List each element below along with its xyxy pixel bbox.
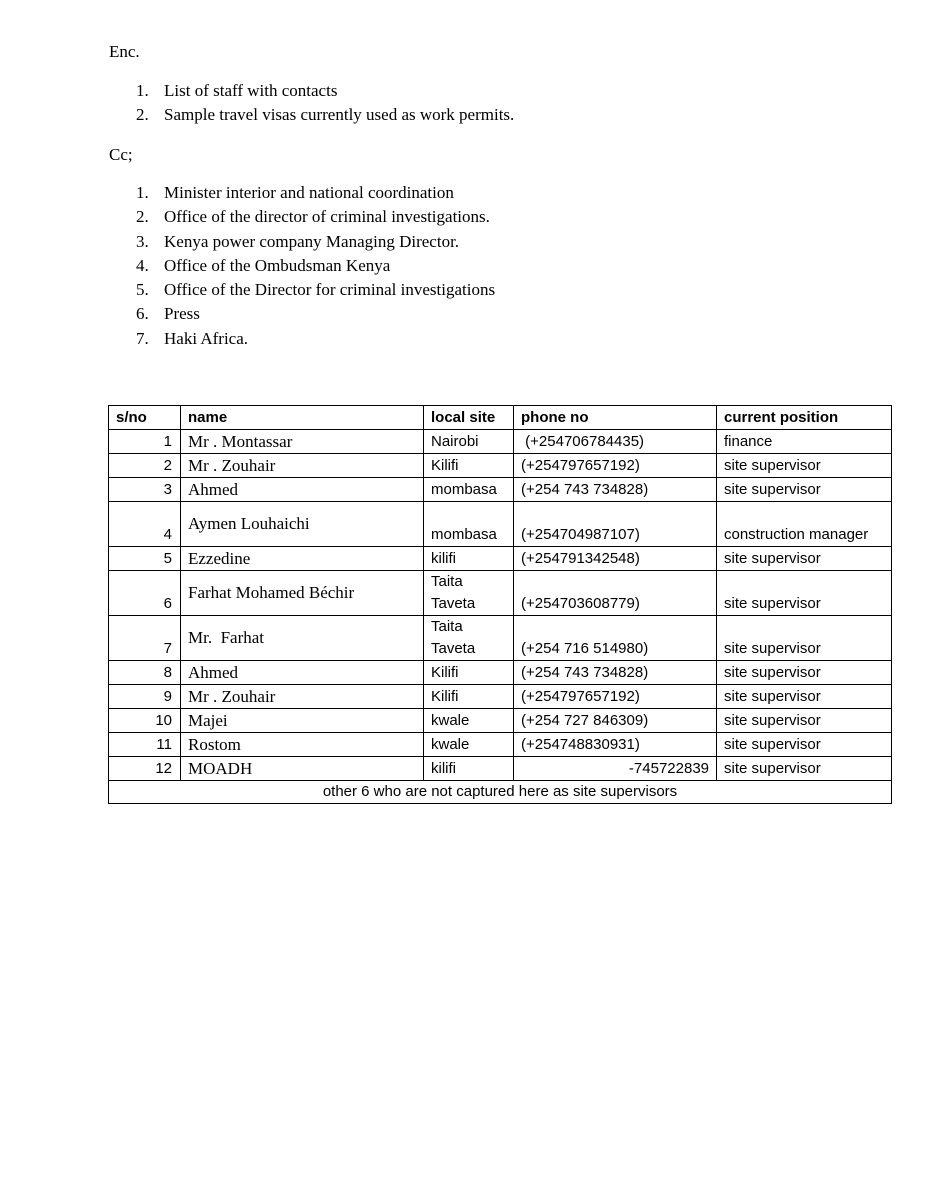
list-number: 2.: [136, 105, 149, 125]
table-row: [109, 478, 892, 502]
cell-phone: (+254797657192): [514, 685, 717, 709]
cell-position: site supervisor: [717, 547, 892, 571]
cc-label: Cc;: [109, 145, 133, 164]
cell-sno: 1: [109, 430, 181, 454]
cell-name: Mr . Zouhair: [181, 685, 424, 709]
cell-sno: 2: [109, 454, 181, 478]
list-text: Minister interior and national coordination: [164, 183, 454, 202]
cell-position: site supervisor: [717, 733, 892, 757]
cell-sno: 12: [109, 757, 181, 781]
list-item: [136, 278, 495, 302]
cell-position: site supervisor: [717, 571, 892, 616]
list-number: 4.: [136, 255, 149, 275]
cell-phone: (+254791342548): [514, 547, 717, 571]
table-row: [109, 757, 892, 781]
header-sno: s/no: [109, 406, 181, 430]
cell-site: Kilifi: [424, 685, 514, 709]
list-text: Press: [164, 304, 200, 324]
list-item: [136, 181, 495, 205]
cell-name: Majei: [181, 709, 424, 733]
cell-name: Aymen Louhaichi: [181, 502, 424, 547]
cell-name: Ahmed: [181, 661, 424, 685]
cell-site: kwale: [424, 709, 514, 733]
table-row: [109, 547, 892, 571]
cell-name: Mr . Montassar: [181, 430, 424, 454]
table-row: [109, 661, 892, 685]
table-row: [109, 709, 892, 733]
table-row: [109, 616, 892, 661]
table-row: [109, 685, 892, 709]
cell-phone: (+254 743 734828): [514, 661, 717, 685]
cell-phone: (+254704987107): [514, 502, 717, 547]
cell-sno: 3: [109, 478, 181, 502]
list-item: [136, 103, 514, 127]
table-footer-note: other 6 who are not captured here as site supervisors: [109, 781, 892, 804]
table-footer-row: [109, 781, 892, 804]
list-text: Sample travel visas currently used as work permits.: [164, 105, 515, 125]
cell-phone: (+254 727 846309): [514, 709, 717, 733]
table-row: [109, 733, 892, 757]
cell-position: construction manager: [717, 502, 892, 547]
cell-site: Kilifi: [424, 661, 514, 685]
cell-site: Nairobi: [424, 430, 514, 454]
list-text: Office of the Director for criminal investigations: [164, 280, 496, 300]
list-number: 5.: [136, 280, 149, 300]
cell-phone: -745722839: [514, 757, 717, 781]
cell-position: site supervisor: [717, 685, 892, 709]
cell-site: kilifi: [424, 547, 514, 571]
cell-phone: (+254748830931): [514, 733, 717, 757]
cell-name: MOADH: [181, 757, 424, 781]
cell-sno: 11: [109, 733, 181, 757]
enclosures-label: Enc.: [109, 42, 140, 61]
cell-name: Farhat Mohamed Béchir: [181, 571, 424, 616]
cell-position: site supervisor: [717, 709, 892, 733]
cell-site: mombasa: [424, 478, 514, 502]
cell-position: site supervisor: [717, 616, 892, 661]
cell-position: site supervisor: [717, 757, 892, 781]
cell-sno: 9: [109, 685, 181, 709]
header-local-site: local site: [424, 406, 514, 430]
list-text: Kenya power company Managing Director.: [164, 231, 460, 251]
header-name: name: [181, 406, 424, 430]
list-text: Office of the director of criminal investigations.: [164, 207, 490, 227]
list-number: 7.: [136, 328, 149, 348]
header-position: current position: [717, 406, 892, 430]
cell-name: Ezzedine: [181, 547, 424, 571]
cell-phone: (+254 743 734828): [514, 478, 717, 502]
list-item: [136, 230, 495, 254]
list-item: [136, 302, 495, 326]
cell-site: kwale: [424, 733, 514, 757]
cell-sno: 6: [109, 571, 181, 616]
cell-sno: 8: [109, 661, 181, 685]
list-item: [136, 327, 495, 351]
cell-position: site supervisor: [717, 478, 892, 502]
cell-site: Kilifi: [424, 454, 514, 478]
cell-site: mombasa: [424, 502, 514, 547]
cell-phone: (+254797657192): [514, 454, 717, 478]
cell-name: Ahmed: [181, 478, 424, 502]
cell-phone: (+254706784435): [514, 430, 717, 454]
cell-position: site supervisor: [717, 661, 892, 685]
list-number: 6.: [136, 304, 149, 324]
cell-sno: 4: [109, 502, 181, 547]
list-text: List of staff with contacts: [164, 81, 338, 100]
cell-sno: 7: [109, 616, 181, 661]
cell-site: Taita Taveta: [424, 616, 514, 661]
list-number: 1.: [136, 183, 149, 202]
table-header-row: [109, 406, 892, 430]
cell-sno: 5: [109, 547, 181, 571]
cc-list: [136, 181, 495, 351]
cell-name: Rostom: [181, 733, 424, 757]
cell-site: kilifi: [424, 757, 514, 781]
list-text: Haki Africa.: [164, 328, 249, 348]
table-row: [109, 502, 892, 547]
cell-phone: (+254 716 514980): [514, 616, 717, 661]
list-number: 3.: [136, 231, 149, 251]
list-text: Office of the Ombudsman Kenya: [164, 255, 391, 275]
cell-phone: (+254703608779): [514, 571, 717, 616]
cell-name: Mr . Zouhair: [181, 454, 424, 478]
cell-name: Mr. Farhat: [181, 616, 424, 661]
table-row: [109, 430, 892, 454]
list-item: [136, 79, 514, 103]
cell-site: Taita Taveta: [424, 571, 514, 616]
list-item: [136, 205, 495, 229]
enclosures-list: [136, 79, 514, 128]
list-number: 2.: [136, 207, 149, 227]
staff-contacts-table: [108, 405, 892, 804]
header-phone: phone no: [514, 406, 717, 430]
table-row: [109, 454, 892, 478]
list-number: 1.: [136, 81, 149, 100]
table-row: [109, 571, 892, 616]
cell-position: finance: [717, 430, 892, 454]
cell-position: site supervisor: [717, 454, 892, 478]
list-item: [136, 254, 495, 278]
cell-sno: 10: [109, 709, 181, 733]
